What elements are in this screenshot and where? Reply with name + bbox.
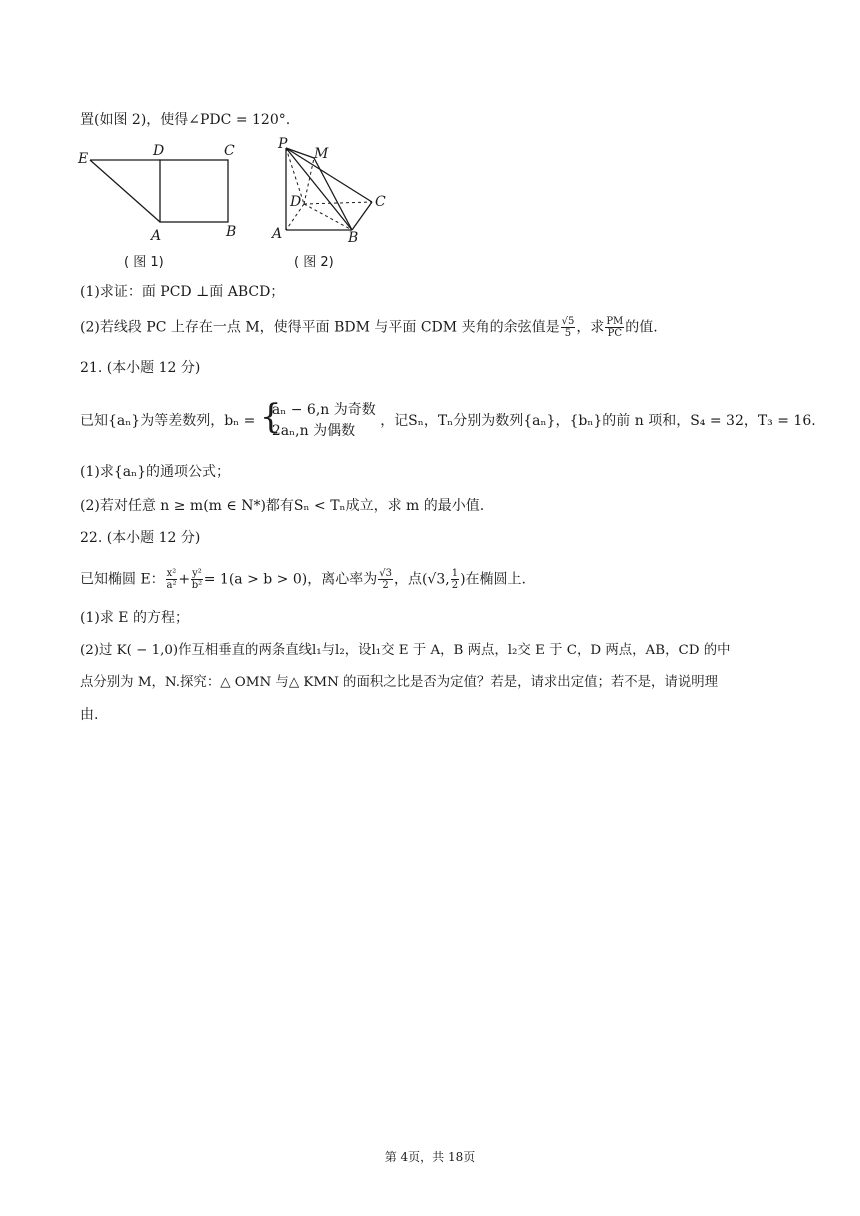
q22-part1: (1)求 E 的方程； [80, 610, 189, 626]
q21-header: 21. (本小题 12 分) [80, 360, 201, 376]
fig1-label-b: B [226, 224, 237, 240]
q20-cos-fraction: $\frac{√5}{5}$ [561, 316, 575, 339]
q22-ecc-fraction: $\frac{√3}{2}$ [379, 568, 392, 591]
q22-part2-line1: (2)过 K( − 1,0)作互相垂直的两条直线l₁与l₂，设l₁交 E 于 A，B 两点，l₂交 E 于 C，D 两点，AB，CD 的中 [80, 643, 731, 658]
figure-1 [74, 140, 254, 275]
q20-ratio-fraction: $\frac{PM}{PC}$ [606, 316, 624, 339]
q20-part2-mid: ，求 [576, 319, 605, 336]
fig2-label-p: P [278, 136, 288, 152]
fig2-label-b: B [348, 230, 359, 246]
fig1-label-e: E [78, 151, 89, 167]
q22-stem-a: 已知椭圆 E： [80, 571, 165, 588]
fig2-label-m: M [314, 146, 329, 162]
q21-stem-suffix: ，记Sₙ，Tₙ分别为数列{aₙ}，{bₙ}的前 n 项和，S₄ = 32，T₃ = 16. [380, 413, 816, 429]
q22-y-fraction: $\frac{\text{y²}}{\text{b²}}$ [191, 568, 203, 591]
q22-x-fraction: $\frac{\text{x²}}{\text{a²}}$ [166, 568, 177, 591]
fig2-label-d: D [290, 194, 302, 210]
fig2-label-c: C [375, 194, 386, 210]
q22-part2-line3: 由. [80, 707, 99, 723]
fig2-label-a: A [272, 226, 283, 242]
fig1-label-c: C [224, 143, 235, 159]
q20-part2-prefix: (2)若线段 PC 上存在一点 M，使得平面 BDM 与平面 CDM 夹角的余弦值是 [80, 319, 560, 336]
figure-2 [268, 134, 398, 275]
q21-part2: (2)若对任意 n ≥ m(m ∈ N*)都有Sₙ < Tₙ成立，求 m 的最小值. [80, 498, 485, 514]
fig1-label-d: D [153, 143, 165, 159]
q21-stem [80, 399, 816, 443]
q21-case-odd: aₙ − 6,n 为奇数 [271, 402, 376, 418]
q20-part1: (1)求证：面 PCD ⊥面 ABCD； [80, 284, 285, 300]
q20-part2-suffix: 的值. [625, 319, 658, 336]
q20-part2 [80, 316, 658, 339]
fig1-caption: ( 图 1) [124, 255, 164, 270]
q21-stem-prefix: 已知{aₙ}为等差数列，bₙ = [80, 413, 256, 429]
q22-plus: + [178, 571, 191, 588]
q22-stem-c: ，点(√3, [393, 571, 450, 588]
q22-part2-line2: 点分别为 M，N.探究：△ OMN 与△ KMN 的面积之比是否为定值？若是，请求出定值；若不是，请说明理 [80, 675, 718, 690]
q22-stem-d: )在椭圆上. [460, 571, 527, 588]
intro-line: 置(如图 2)，使得∠PDC = 120°. [80, 112, 291, 128]
q21-part1: (1)求{aₙ}的通项公式； [80, 464, 231, 480]
page-footer: 第 4页，共 18页 [384, 1150, 476, 1164]
fig2-caption: ( 图 2) [294, 255, 334, 270]
q22-header: 22. (本小题 12 分) [80, 530, 201, 546]
q22-point-fraction: $\frac{1}{2}$ [451, 568, 459, 591]
q21-case-even: 2aₙ,n 为偶数 [271, 423, 356, 439]
q22-stem [80, 568, 526, 591]
q21-piecewise: { aₙ − 6,n 为奇数 2aₙ,n 为偶数 [260, 400, 376, 442]
q22-stem-b: = 1(a > b > 0)，离心率为 [203, 571, 378, 588]
fig1-label-a: A [151, 228, 162, 244]
